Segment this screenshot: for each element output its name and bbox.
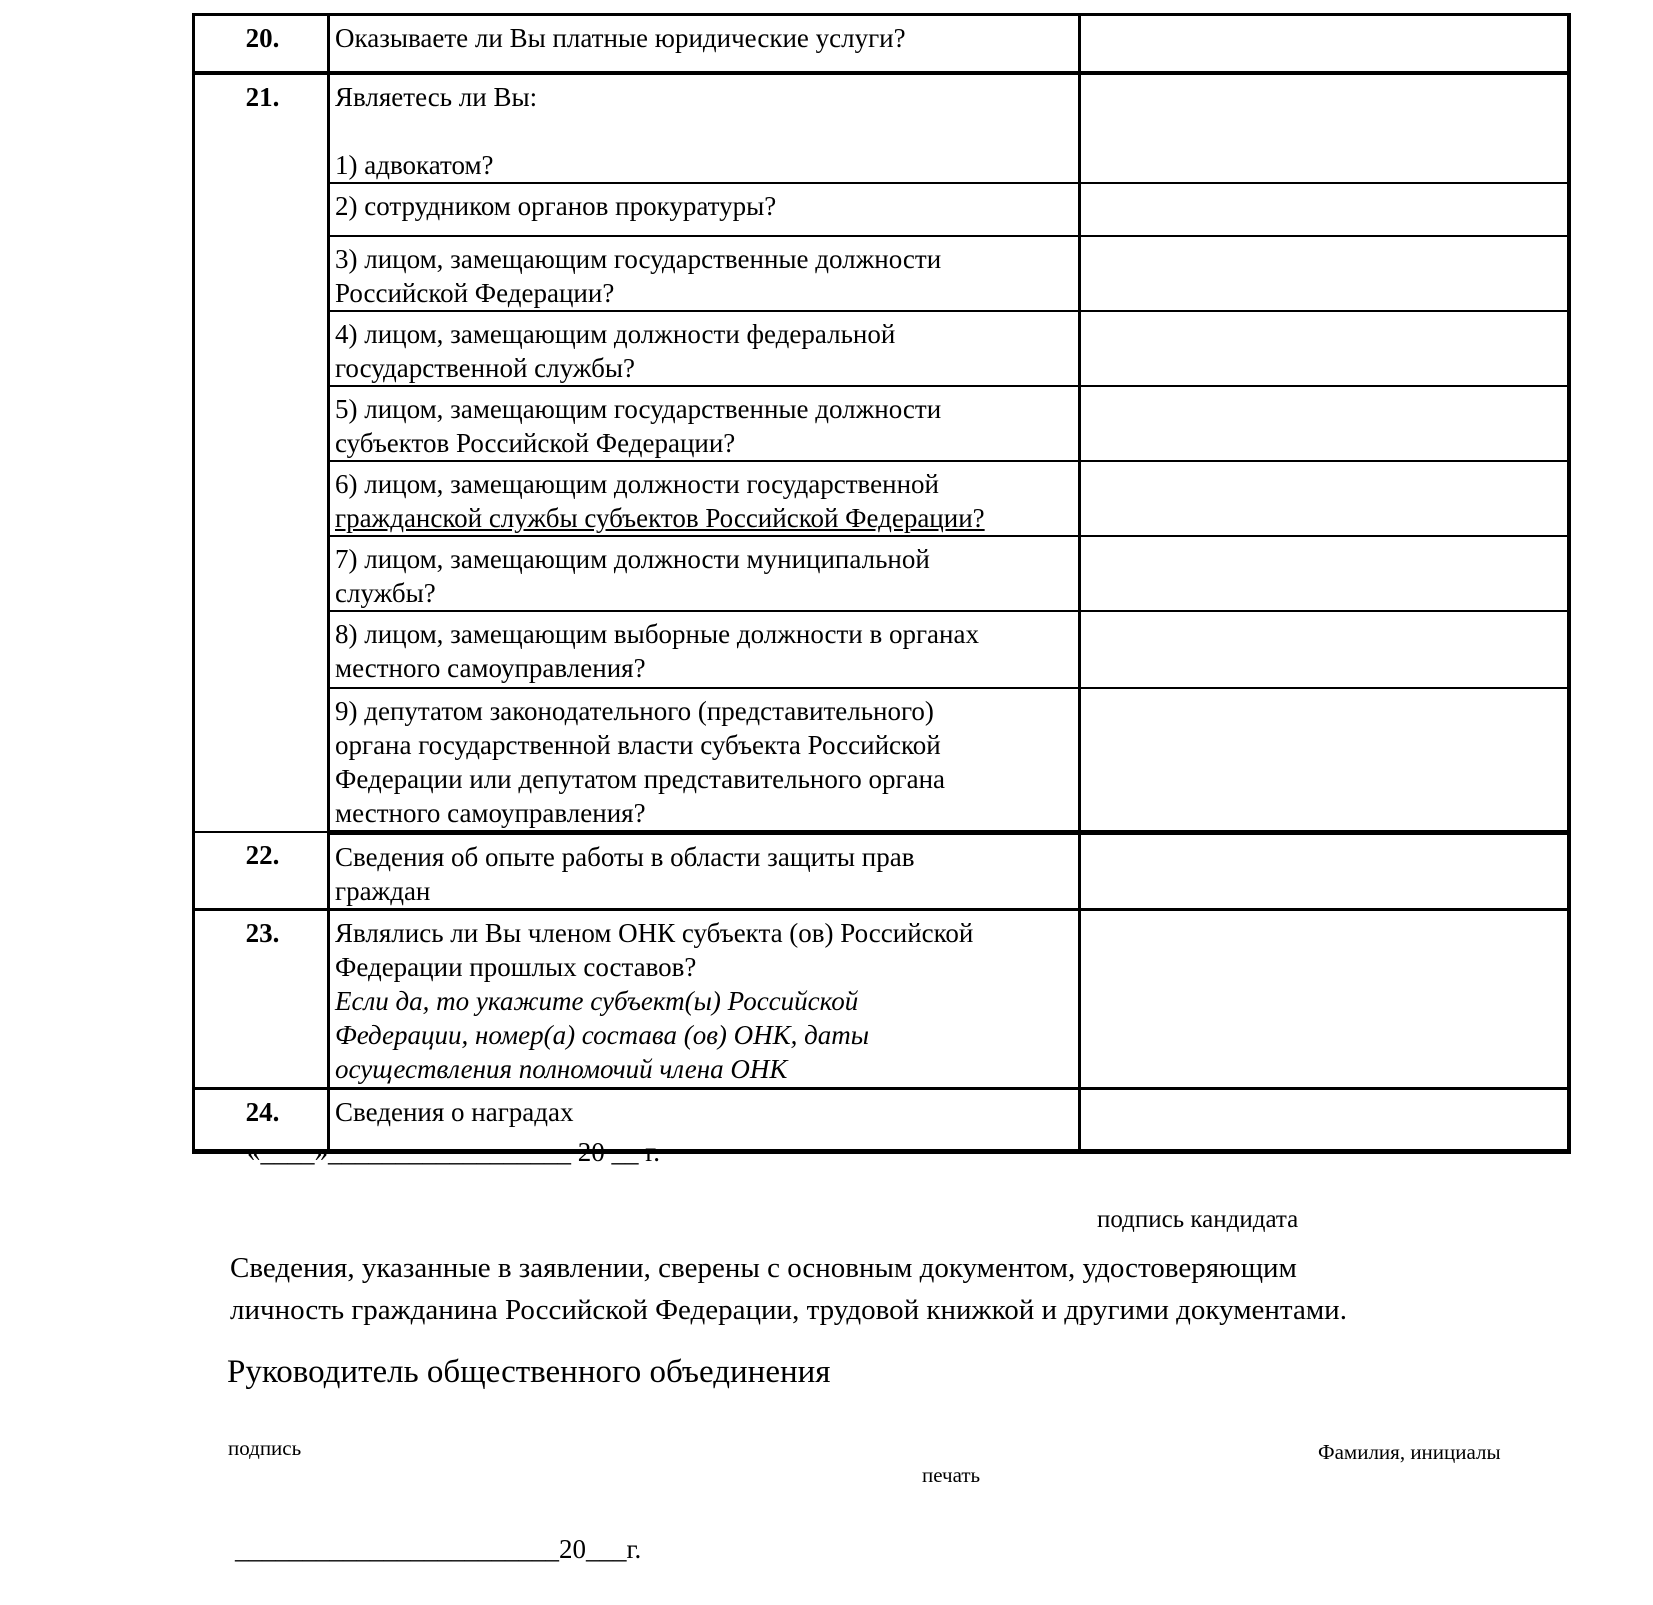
- question-line: граждан: [335, 875, 431, 906]
- question-line: 3) лицом, замещающим государственные должности: [335, 243, 942, 274]
- question-cell: [329, 386, 1080, 461]
- verification-text: [230, 1247, 1347, 1331]
- question-note-line: Если да, то укажите субъект(ы) Российской: [335, 985, 859, 1016]
- question-line: органа государственной власти субъекта Российской: [335, 729, 941, 760]
- question-cell: [329, 536, 1080, 611]
- table-row-21-item7: [194, 536, 1569, 611]
- question-line: местного самоуправления?: [335, 652, 646, 683]
- verification-line: личность гражданина Российской Федерации, трудовой книжкой и другими документами.: [230, 1294, 1347, 1326]
- answer-cell: [1080, 688, 1569, 833]
- table-row-21-item8: [194, 611, 1569, 688]
- questionnaire-table: [192, 13, 1571, 1154]
- question-cell: [329, 15, 1080, 73]
- row-number: 22.: [194, 832, 329, 909]
- answer-cell: [1080, 909, 1569, 1088]
- table-row-21-item4: [194, 311, 1569, 386]
- question-line: 8) лицом, замещающим выборные должности в органах: [335, 618, 979, 649]
- question-cell: [329, 73, 1080, 183]
- answer-cell: [1080, 73, 1569, 183]
- question-note-line: осуществления полномочий члена ОНК: [335, 1053, 788, 1084]
- question-cell: [329, 236, 1080, 311]
- question-cell: [329, 461, 1080, 536]
- question-note-line: Федерации, номер(а) состава (ов) ОНК, даты: [335, 1019, 870, 1050]
- surname-initials-label: Фамилия, инициалы: [1318, 1440, 1501, 1464]
- question-line: 1) адвокатом?: [335, 149, 494, 180]
- row-number: 24.: [194, 1088, 329, 1151]
- question-cell: [329, 611, 1080, 688]
- answer-cell: [1080, 536, 1569, 611]
- question-line: 7) лицом, замещающим должности муниципальной: [335, 543, 930, 574]
- answer-cell: [1080, 461, 1569, 536]
- question-line: 6) лицом, замещающим должности государственной: [335, 468, 939, 499]
- table-row-21-item9: [194, 688, 1569, 833]
- answer-cell: [1080, 236, 1569, 311]
- candidate-signature-label: подпись кандидата: [1097, 1206, 1299, 1233]
- table-row-22: [194, 832, 1569, 909]
- question-line: Сведения о наградах: [335, 1096, 574, 1127]
- question-line: Сведения об опыте работы в области защиты прав: [335, 841, 915, 872]
- question-cell: [329, 909, 1080, 1088]
- question-line: Российской Федерации?: [335, 277, 615, 308]
- table-row-21-item6: [194, 461, 1569, 536]
- question-cell: [329, 688, 1080, 833]
- table-row-21: [194, 73, 1569, 183]
- answer-cell: [1080, 1088, 1569, 1151]
- answer-cell: [1080, 832, 1569, 909]
- question-line: 2) сотрудником органов прокуратуры?: [335, 190, 777, 221]
- verification-line: Сведения, указанные в заявлении, сверены с основным документом, удостоверяющим: [230, 1252, 1297, 1284]
- question-cell: [329, 183, 1080, 236]
- table-row-23: [194, 909, 1569, 1088]
- question-cell: [329, 832, 1080, 909]
- table-row-21-item3: [194, 236, 1569, 311]
- question-line: Являлись ли Вы членом ОНК субъекта (ов) Российской: [335, 917, 974, 948]
- date-line-bottom: ________________________20___г.: [235, 1534, 642, 1564]
- head-of-association-title: Руководитель общественного объединения: [227, 1354, 831, 1390]
- question-line: Федерации или депутатом представительного органа: [335, 763, 946, 794]
- question-line: Являетесь ли Вы:: [335, 81, 538, 112]
- question-line: 9) депутатом законодательного (представительного): [335, 695, 934, 726]
- table-row-21-item5: [194, 386, 1569, 461]
- answer-cell: [1080, 611, 1569, 688]
- table-row-21-item2: [194, 183, 1569, 236]
- question-line: службы?: [335, 577, 436, 608]
- table-row-20: [194, 15, 1569, 73]
- row-number: 23.: [194, 909, 329, 1088]
- question-line: субъектов Российской Федерации?: [335, 427, 736, 458]
- answer-cell: [1080, 311, 1569, 386]
- answer-cell: [1080, 183, 1569, 236]
- date-line: «____»__________________ 20 __ г.: [247, 1137, 661, 1167]
- answer-cell: [1080, 15, 1569, 73]
- question-line: 5) лицом, замещающим государственные должности: [335, 393, 942, 424]
- row-number: 20.: [194, 15, 329, 73]
- question-line: местного самоуправления?: [335, 797, 646, 828]
- question-cell: [329, 311, 1080, 386]
- question-line-underlined: гражданской службы субъектов Российской Федерации?: [335, 502, 985, 533]
- stamp-label: печать: [922, 1463, 981, 1487]
- question-line: Федерации прошлых составов?: [335, 951, 697, 982]
- question-line: Оказываете ли Вы платные юридические услуги?: [335, 23, 906, 53]
- signature-label: подпись: [228, 1436, 302, 1460]
- row-number: 21.: [194, 73, 329, 833]
- question-line: 4) лицом, замещающим должности федеральной: [335, 318, 896, 349]
- question-line: государственной службы?: [335, 352, 635, 383]
- answer-cell: [1080, 386, 1569, 461]
